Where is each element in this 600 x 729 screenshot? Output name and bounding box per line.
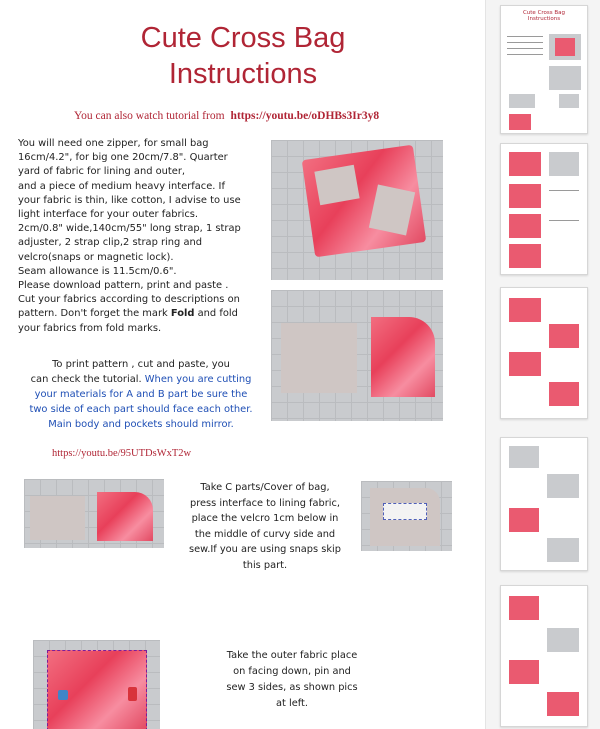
intro-line: 2cm/0.8" wide,140cm/55" long strap, 1 strap [18, 223, 241, 235]
thumb-photo [509, 596, 539, 620]
fabric-piece-pink [371, 317, 435, 397]
step-c-line: this part. [242, 559, 288, 571]
print-blue-line: your materials for A and B part be sure the [34, 389, 248, 400]
thumb-photo [509, 298, 541, 322]
step-outer-paragraph [222, 648, 362, 712]
intro-line: Please download pattern, print and paste . [18, 280, 229, 292]
thumb-photo [509, 508, 539, 532]
tutorial-text: You can also watch tutorial from [74, 110, 225, 122]
thumb-photo [547, 628, 579, 652]
thumbnail-page-3[interactable] [500, 287, 588, 419]
intro-line: 16cm/4.2", for big one 20cm/7.8". Quarter [18, 152, 228, 164]
step-c-line: sew.If you are using snaps skip [189, 544, 341, 555]
thumb-text-line [549, 190, 579, 191]
thumb-photo [555, 38, 575, 56]
intro-line: Cut your fabrics according to descriptions on [18, 294, 240, 306]
intro-tail-after: and fold [194, 308, 238, 320]
thumbnail-page-5[interactable] [500, 585, 588, 727]
step-c-line: the middle of curvy side and [194, 528, 336, 540]
title-line-1: Cute Cross Bag [140, 22, 346, 54]
print-text: can check the tutorial. [30, 374, 142, 385]
intro-line: your fabrics from fold marks. [18, 322, 162, 334]
step-c-paragraph [175, 480, 355, 573]
photo-velcro-sewn [361, 481, 452, 551]
thumb-photo [549, 66, 581, 90]
thumb-photo [549, 152, 579, 176]
photo-cut-pieces [271, 140, 443, 280]
intro-line: light interface for your outer fabrics. [18, 209, 199, 221]
print-paragraph [16, 357, 266, 432]
thumbnail-page-4[interactable] [500, 437, 588, 571]
thumbnail-page-1[interactable] [500, 5, 588, 134]
fabric-piece-pink [97, 492, 153, 541]
thumb-text-line [549, 220, 579, 221]
thumb-photo [509, 94, 535, 108]
thumb-photo [549, 324, 579, 348]
thumb-photo [549, 382, 579, 406]
photo-c-parts [24, 479, 164, 548]
intro-line [18, 307, 264, 321]
thumb-photo [509, 114, 531, 130]
print-blue-line: two side of each part should face each other. [29, 404, 253, 415]
thumb-photo [509, 352, 541, 376]
step-outer-line: sew 3 sides, as shown pics [226, 682, 358, 693]
velcro-strip [383, 503, 427, 520]
intro-paragraph [18, 137, 264, 336]
thumb-photo [509, 244, 541, 268]
step-c-line: place the velcro 1cm below in [191, 513, 339, 524]
clip-icon [58, 690, 68, 700]
intro-line: Seam allowance is 11.5cm/0.6". [18, 265, 177, 277]
intro-line: your fabric is thin, like cotton, I advise to use [18, 194, 241, 206]
clip-icon [128, 687, 137, 701]
step-outer-line: Take the outer fabric place [226, 650, 358, 661]
tutorial-line [74, 110, 379, 122]
thumb-photo [547, 538, 579, 562]
intro-line: velcro(snaps or magnetic lock). [18, 251, 174, 263]
thumb-photo [547, 692, 579, 716]
thumb-photo [509, 446, 539, 468]
print-blue-first: When you are cutting [144, 374, 252, 385]
intro-tail-before: pattern. Don't forget the mark [18, 308, 171, 320]
thumbnail-sidebar[interactable] [485, 0, 600, 729]
page-title [128, 20, 358, 92]
step-c-line: Take C parts/Cover of bag, [200, 482, 330, 493]
print-line: To print pattern , cut and paste, you [52, 359, 230, 370]
title-line-2: Instructions [168, 58, 318, 90]
thumb-photo [509, 152, 541, 176]
step-outer-line: on facing down, pin and [233, 666, 351, 677]
thumb-photo [547, 474, 579, 498]
thumbnail-title-line: Instructions [527, 16, 561, 22]
intro-line: yard of fabric for lining and outer, [18, 166, 186, 178]
intro-line: and a piece of medium heavy interface. If [18, 180, 225, 192]
thumb-text-line [507, 42, 543, 43]
photo-pieces-side-by-side [271, 290, 443, 421]
thumb-text-line [507, 36, 543, 37]
photo-outer-fabric-pinned [33, 640, 160, 729]
thumb-photo [509, 660, 539, 684]
intro-line: adjuster, 2 strap clip,2 strap ring and [18, 237, 203, 249]
thumb-text-line [507, 54, 543, 55]
fold-keyword: Fold [170, 308, 195, 320]
step-c-line: press interface to lining fabric, [190, 497, 340, 509]
fabric-piece-lining [30, 496, 85, 540]
fabric-piece-lining [281, 323, 357, 393]
youtube-link-2[interactable]: https://youtu.be/95UTDsWxT2w [52, 448, 192, 459]
fabric-piece-lining [314, 165, 359, 205]
thumb-photo [509, 184, 541, 208]
thumbnail-page-2[interactable] [500, 143, 588, 275]
tutorial-link[interactable]: https://youtu.be/oDHBs3Ir3y8 [230, 110, 380, 122]
thumbnail-title-line: Cute Cross Bag [522, 10, 566, 16]
print-line [16, 372, 266, 387]
thumb-photo [559, 94, 579, 108]
thumbnail-title [521, 10, 567, 22]
step-outer-line: at left. [276, 698, 308, 709]
thumb-text-line [507, 48, 543, 49]
print-blue-line: Main body and pockets should mirror. [48, 419, 234, 430]
intro-line: You will need one zipper, for small bag [18, 138, 209, 149]
thumb-photo [509, 214, 541, 238]
